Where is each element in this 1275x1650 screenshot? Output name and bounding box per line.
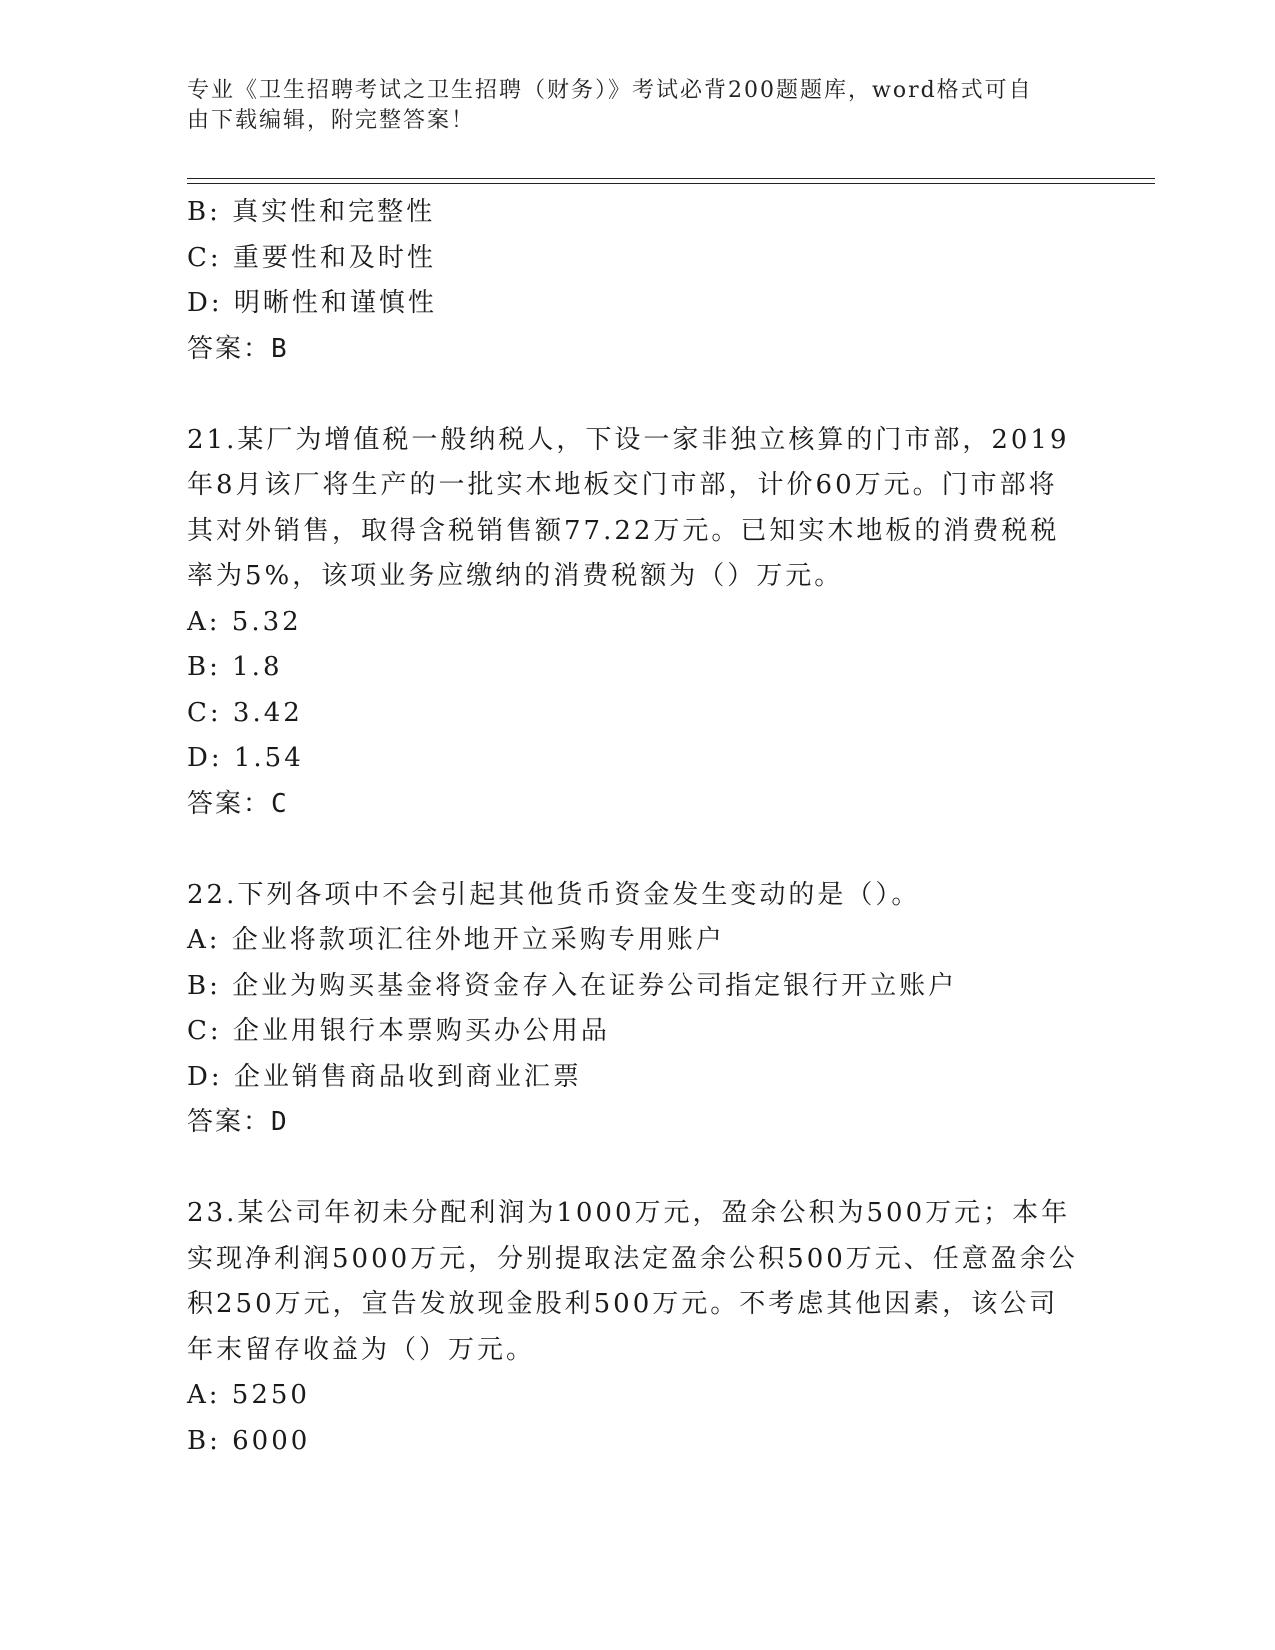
option-b: B: 真实性和完整性 — [187, 197, 436, 227]
option-c: C: 企业用银行本票购买办公用品 — [187, 1016, 610, 1046]
answer-line — [187, 327, 1087, 373]
option-c: C: 重要性和及时性 — [187, 242, 436, 273]
answer-value: D — [271, 1107, 289, 1137]
spacer — [187, 1146, 1087, 1192]
answer-value: B — [271, 333, 289, 364]
question-21 — [187, 418, 1087, 828]
document-header — [187, 76, 1067, 136]
question-20-continued — [187, 190, 1087, 372]
document-body — [187, 190, 1087, 1464]
option-c: C: 3.42 — [187, 697, 303, 728]
question-text-line: 年末留存收益为（）万元。 — [187, 1334, 536, 1365]
question-23 — [187, 1191, 1087, 1464]
option-a: A: 5.32 — [187, 606, 302, 637]
option-d: D: 明晰性和谨慎性 — [187, 288, 437, 318]
question-text-line: 其对外销售，取得含税销售额77.22万元。已知实木地板的消费税税 — [187, 515, 1060, 546]
question-text-line: 率为5%，该项业务应缴纳的消费税额为（）万元。 — [187, 561, 844, 591]
spacer — [187, 372, 1087, 418]
question-text-line: 22.下列各项中不会引起其他货币资金发生变动的是（）。 — [187, 879, 921, 910]
header-line-2: 由下载编辑，附完整答案！ — [187, 108, 476, 133]
question-text-line: 21.某厂为增值税一般纳税人，下设一家非独立核算的门市部，2019 — [187, 424, 1070, 455]
question-22 — [187, 873, 1087, 1146]
option-d: D: 1.54 — [187, 743, 304, 773]
answer-line — [187, 1100, 1087, 1146]
spacer — [187, 827, 1087, 873]
option-a: A: 企业将款项汇往外地开立采购专用账户 — [187, 925, 725, 955]
option-d: D: 企业销售商品收到商业汇票 — [187, 1061, 582, 1092]
header-line-1: 专业《卫生招聘考试之卫生招聘（财务）》考试必背200题题库，word格式可自 — [187, 78, 1033, 103]
answer-value: C — [271, 788, 289, 819]
question-text-line: 积250万元，宣告发放现金股利500万元。不考虑其他因素，该公司 — [187, 1289, 1059, 1319]
header-divider-bottom — [187, 183, 1155, 184]
answer-label: 答案： — [187, 788, 272, 819]
answer-label: 答案： — [187, 333, 272, 364]
answer-line — [187, 782, 1087, 828]
option-b: B: 企业为购买基金将资金存入在证券公司指定银行开立账户 — [187, 970, 958, 1001]
question-text-line: 23.某公司年初未分配利润为1000万元，盈余公积为500万元；本年 — [187, 1198, 1071, 1228]
header-divider-top — [187, 178, 1155, 179]
option-a: A: 5250 — [187, 1380, 310, 1410]
answer-label: 答案： — [187, 1107, 272, 1137]
question-text-line: 年8月该厂将生产的一批实木地板交门市部，计价60万元。门市部将 — [187, 470, 1058, 500]
question-text-line: 实现净利润5000万元，分别提取法定盈余公积500万元、任意盈余公 — [187, 1243, 1078, 1274]
option-b: B: 6000 — [187, 1425, 311, 1456]
option-b: B: 1.8 — [187, 652, 283, 682]
